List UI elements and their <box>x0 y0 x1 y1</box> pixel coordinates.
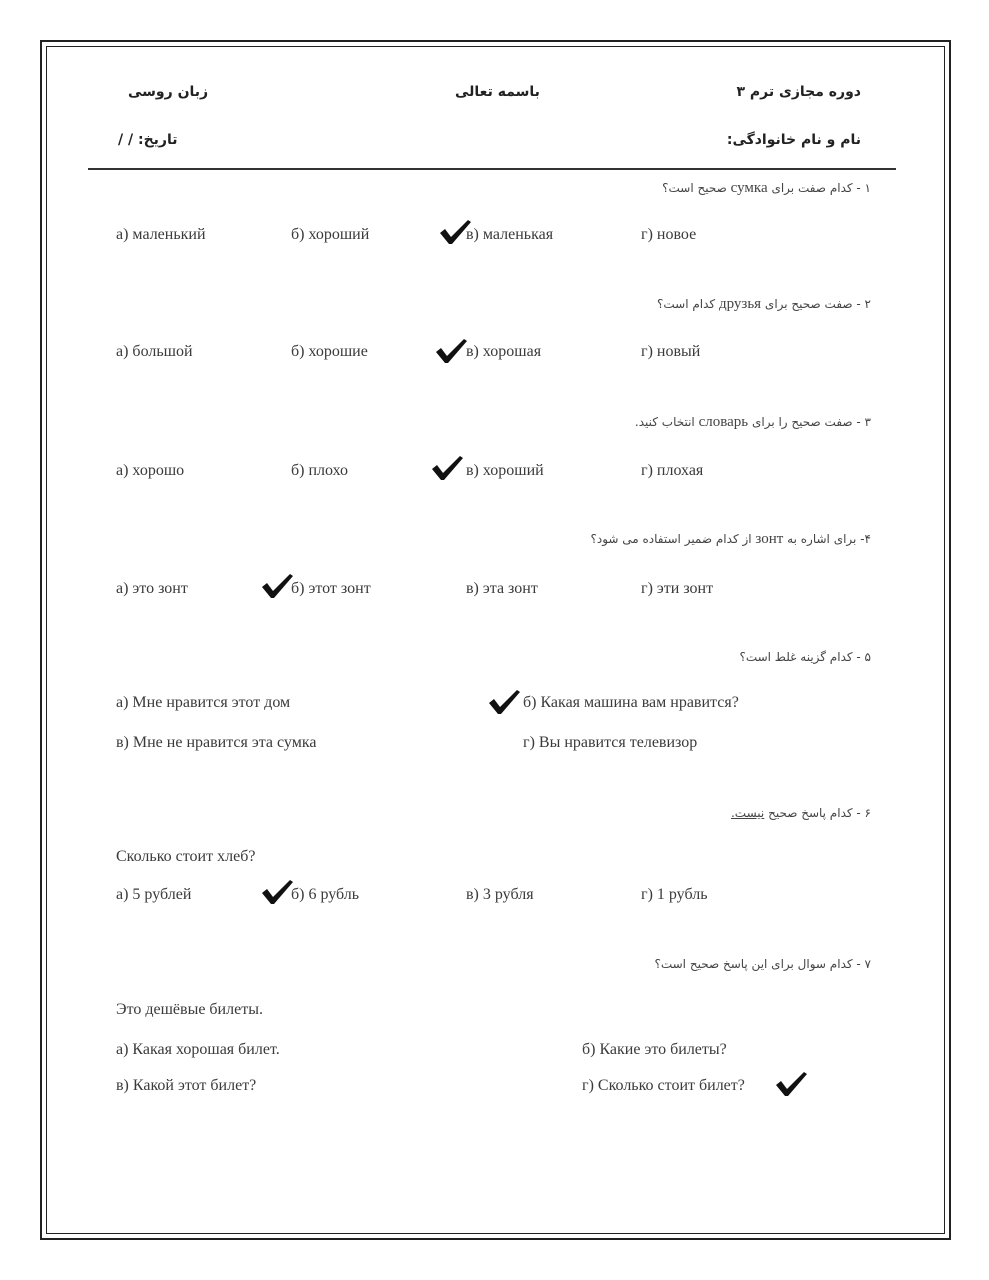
q4-correct-checkmark-icon <box>260 572 294 600</box>
q5-correct-checkmark-icon <box>487 688 521 716</box>
q5-option-c[interactable]: в) Мне не нравится эта сумка <box>116 734 317 751</box>
subject-title: زبان روسی <box>128 84 209 100</box>
q2-option-c[interactable]: в) хорошая <box>466 343 542 360</box>
question-3-prompt: ۳ - صفت صحیح را برای словарь انتخاب کنید. <box>634 414 871 430</box>
q3-option-a[interactable]: а) хорошо <box>116 462 185 479</box>
q6-correct-checkmark-icon <box>260 878 294 906</box>
q2-correct-checkmark-icon <box>434 337 468 365</box>
question-2-prompt: ۲ - صفت صحیح برای друзья کدام است؟ <box>657 296 871 312</box>
q4-option-c[interactable]: в) эта зонт <box>466 580 538 597</box>
q3-correct-checkmark-icon <box>430 454 464 482</box>
q6-option-a[interactable]: а) 5 рублей <box>116 886 192 903</box>
q6-option-d[interactable]: г) 1 рубль <box>641 886 708 903</box>
q2-option-a[interactable]: а) большой <box>116 343 193 360</box>
question-1-prompt: ۱ - کدام صفت برای сумка صحیح است؟ <box>662 180 871 196</box>
q5-option-d[interactable]: г) Вы нравится телевизор <box>523 734 698 751</box>
q4-option-b[interactable]: б) этот зонт <box>291 580 371 597</box>
q5-option-b[interactable]: б) Какая машина вам нравится? <box>523 694 739 711</box>
q4-option-a[interactable]: а) это зонт <box>116 580 188 597</box>
bismillah-heading: باسمه تعالی <box>455 84 540 100</box>
q1-option-a[interactable]: а) маленький <box>116 226 206 243</box>
question-7-prompt: ۷ - کدام سوال برای این پاسخ صحیح است؟ <box>654 957 871 971</box>
q7-option-a[interactable]: а) Какая хорошая билет. <box>116 1041 280 1058</box>
q1-option-d[interactable]: г) новое <box>641 226 697 243</box>
q6-option-c[interactable]: в) 3 рубля <box>466 886 534 903</box>
q6-option-b[interactable]: б) 6 рубль <box>291 886 360 903</box>
question-5-prompt: ۵ - کدام گزینه غلط است؟ <box>739 650 871 664</box>
q3-option-c[interactable]: в) хороший <box>466 462 544 479</box>
q7-correct-checkmark-icon <box>774 1070 808 1098</box>
q4-option-d[interactable]: г) эти зонт <box>641 580 714 597</box>
q7-option-c[interactable]: в) Какой этот билет? <box>116 1077 257 1094</box>
name-field-label: نام و نام خانوادگی: <box>726 132 861 148</box>
question-6-prompt: ۶ - کدام پاسخ صحیح نیست. <box>730 806 871 820</box>
q6-stem: Сколько стоит хлеб? <box>116 848 256 865</box>
date-field-label: تاریخ: / / <box>118 132 178 148</box>
q3-option-b[interactable]: б) плохо <box>291 462 349 479</box>
q2-option-b[interactable]: б) хорошие <box>291 343 368 360</box>
q1-option-b[interactable]: б) хороший <box>291 226 370 243</box>
q7-stem: Это дешёвые билеты. <box>116 1001 263 1018</box>
q7-option-d[interactable]: г) Сколько стоит билет? <box>582 1077 745 1094</box>
q3-option-d[interactable]: г) плохая <box>641 462 704 479</box>
question-4-prompt: ۴- برای اشاره به зонт از کدام ضمیر استفاده می شود؟ <box>590 531 871 547</box>
q7-option-b[interactable]: б) Какие это билеты? <box>582 1041 727 1058</box>
q1-option-c[interactable]: в) маленькая <box>466 226 554 243</box>
course-title: دوره مجازی ترم ۳ <box>736 84 861 100</box>
q2-option-d[interactable]: г) новый <box>641 343 701 360</box>
header-divider <box>88 168 896 170</box>
q5-option-a[interactable]: а) Мне нравится этот дом <box>116 694 291 711</box>
